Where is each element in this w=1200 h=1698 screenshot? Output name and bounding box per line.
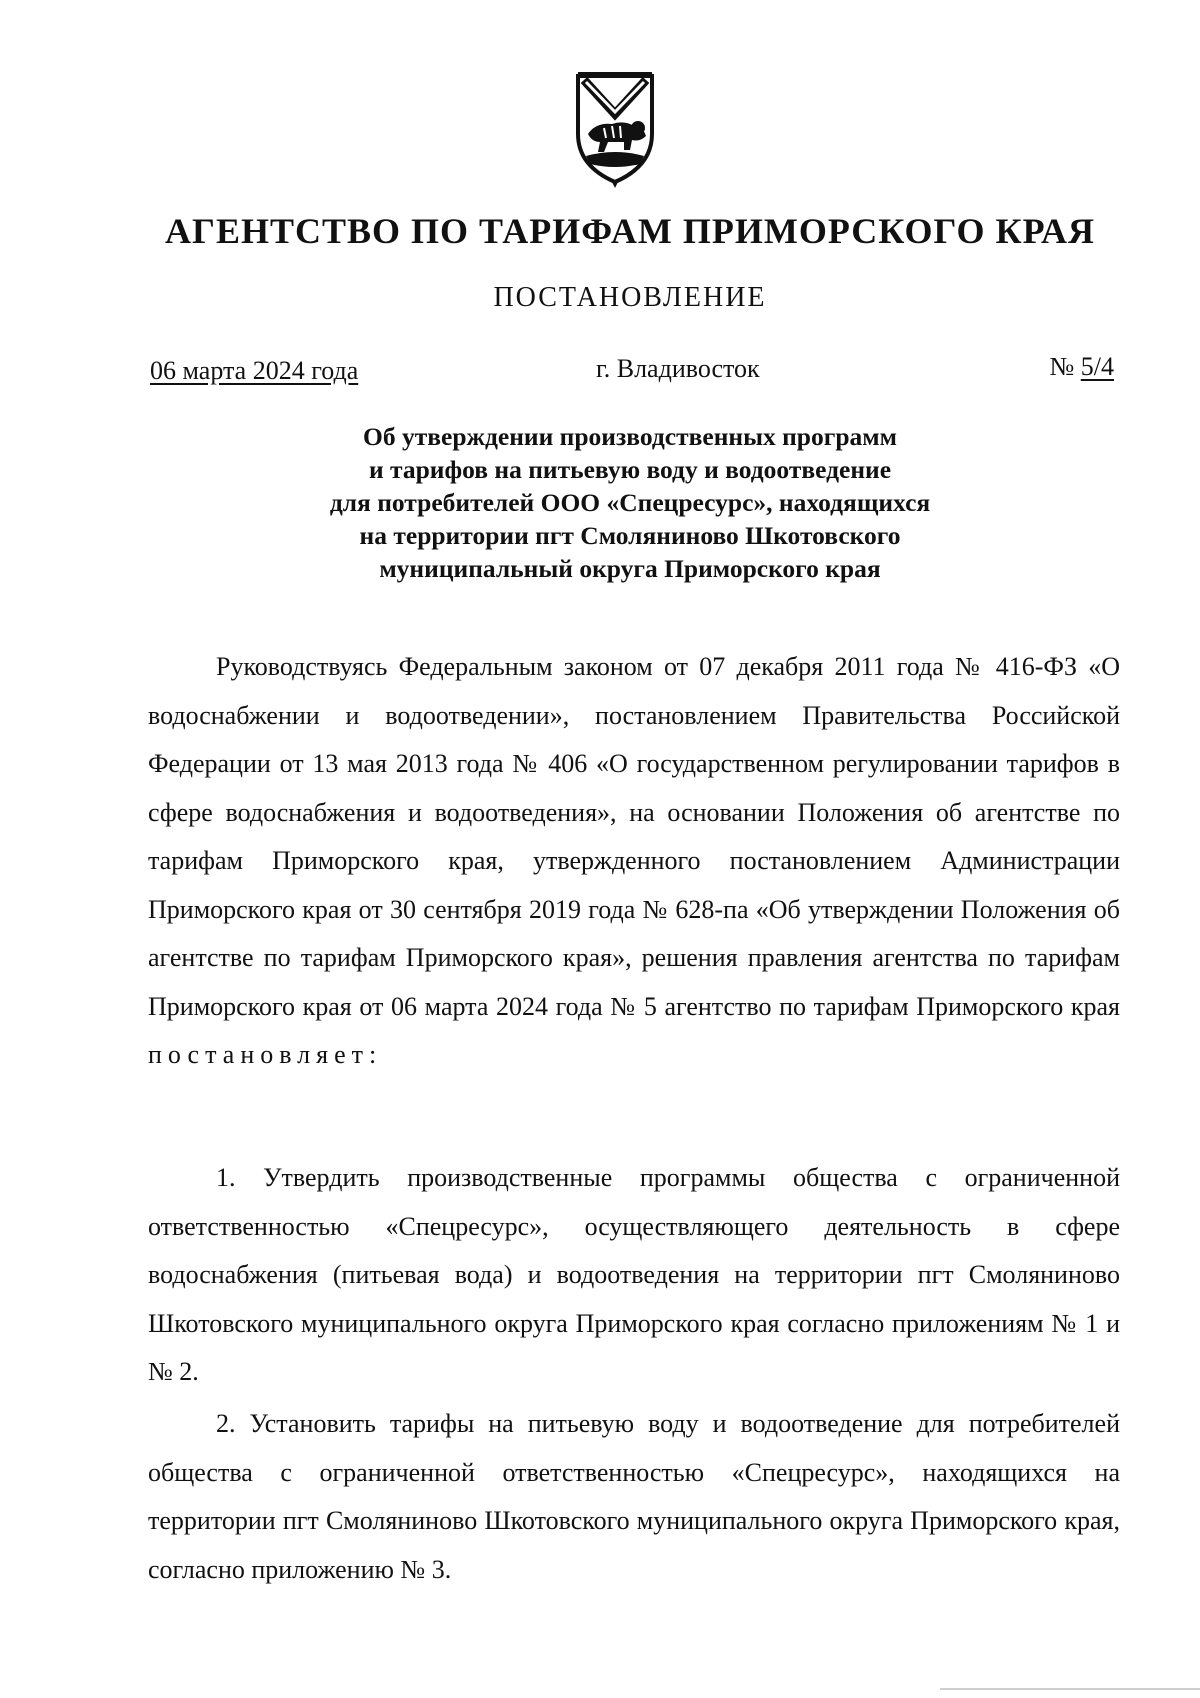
document-number-label: № <box>1049 352 1075 381</box>
preamble-paragraph <box>148 643 1120 1080</box>
document-number <box>1049 352 1114 382</box>
title-line: муниципальный округа Приморского края <box>379 554 881 583</box>
scan-edge-line <box>940 1688 1200 1690</box>
resolves-word: постановляет: <box>148 1040 383 1069</box>
document-type: ПОСТАНОВЛЕНИЕ <box>493 282 767 313</box>
document-city: г. Владивосток <box>596 354 760 383</box>
agency-name: АГЕНТСТВО ПО ТАРИФАМ ПРИМОРСКОГО КРАЯ <box>165 211 1095 251</box>
preamble-text: Руководствуясь Федеральным законом от 07 декабря 2011 года № 416-ФЗ «О водоснабжении и водоотведении», постановлением Правительства Российской Федерации от 13 мая 2013 года № 406 «О государственном регулировании тарифов в сфере водоснабжения и водоотведения», на основании Положения об агентстве по тарифам Приморского края, утвержденного постановлением Администрации Приморского края от 30 сентября 2019 года № 628-па «Об утверждении Положения об агентстве по тарифам Приморского края», решения правления агентства по тарифам Приморского края от 06 марта 2024 года № 5 агентство по тарифам Приморского края <box>148 652 1120 1021</box>
title-line: Об утверждении производственных программ <box>363 422 897 451</box>
coat-of-arms-icon <box>574 70 656 188</box>
clause-1-paragraph: 1. Утвердить производственные программы общества с ограниченной ответственностью «Спецресурс», осуществляющего деятельность в сфере водоснабжения (питьевая вода) и водоотведения на территории пгт Смоляниново Шкотовского муниципального округа Приморского края согласно приложениям № 1 и № 2. <box>148 1163 1120 1386</box>
document-number-value: 5/4 <box>1080 352 1114 381</box>
title-line: и тарифов на питьевую воду и водоотведение <box>368 455 892 484</box>
resolution-title <box>200 420 1060 585</box>
title-line: на территории пгт Смоляниново Шкотовского <box>359 521 901 550</box>
title-line: для потребителей ООО «Спецресурс», находящихся <box>329 488 931 517</box>
document-date: 06 марта 2024 года <box>150 356 359 385</box>
clause-2-paragraph: 2. Установить тарифы на питьевую воду и водоотведение для потребителей общества с ограниченной ответственностью «Спецресурс», находящихся на территории пгт Смоляниново Шкотовского муниципального округа Приморского края, согласно приложению № 3. <box>148 1409 1120 1584</box>
